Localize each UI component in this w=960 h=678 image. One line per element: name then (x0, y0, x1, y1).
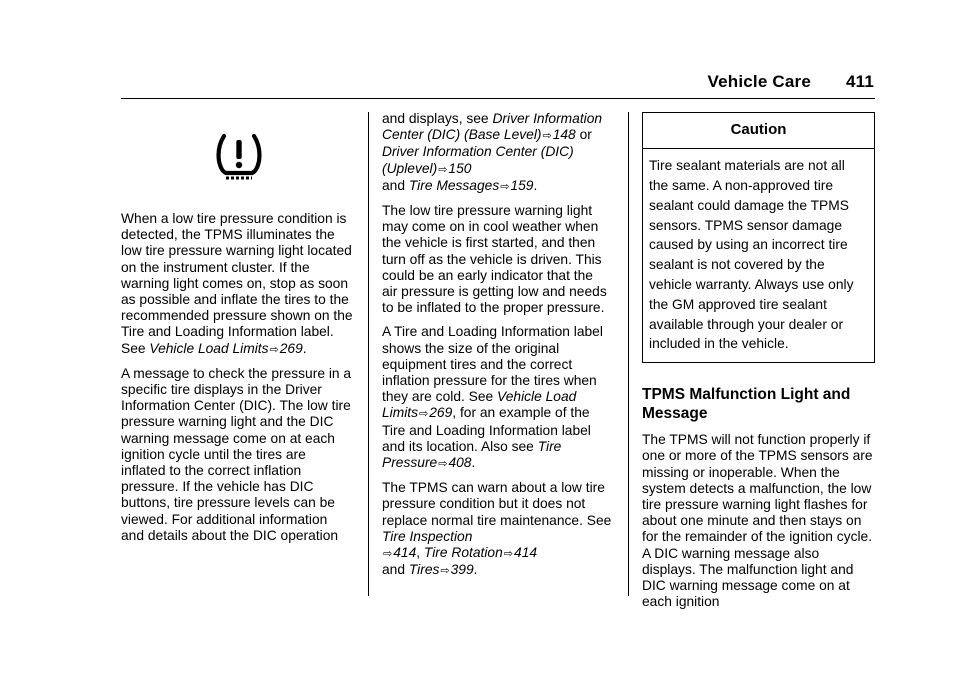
link-text: Tire Inspection (382, 528, 473, 544)
page-arrow-icon: ⇨ (500, 180, 510, 193)
page-ref: 269 (279, 340, 303, 356)
page-ref: 414 (393, 545, 417, 561)
section-title: Vehicle Care (707, 72, 812, 91)
text: . (473, 562, 478, 578)
page-arrow-icon: ⇨ (542, 130, 552, 143)
page-ref: 399 (450, 562, 474, 578)
text: and (382, 177, 409, 193)
page-arrow-icon: ⇨ (383, 548, 393, 561)
cross-reference-link[interactable] (382, 144, 574, 175)
text: , (416, 545, 424, 561)
caution-box (642, 112, 875, 363)
page-ref: 408 (448, 455, 472, 471)
paragraph (382, 480, 612, 579)
link-text: Tire Messages (408, 177, 500, 193)
text: or (575, 127, 592, 143)
text: . (533, 177, 538, 193)
caution-text: Tire sealant materials are not all the same. A non-approved tire sealant could damage the TPMS sensors. TPMS sensor damage caused by using an incorrect tire sealant is not covered by the vehicle warranty. Always use only the GM approved tire sealant available through your dealer or included in the vehicle. (649, 158, 854, 352)
link-text: Tire Rotation (423, 545, 503, 561)
page-ref: 414 (514, 545, 538, 561)
page-arrow-icon: ⇨ (503, 548, 514, 561)
page-number: 411 (845, 72, 874, 91)
page-ref: 159 (510, 177, 534, 193)
text: The TPMS can warn about a low tire pressure condition but it does not replace normal tire maintenance. See (382, 480, 612, 528)
page-arrow-icon: ⇨ (419, 408, 429, 421)
text: A Tire and Loading Information label shows the size of the original equipment tires and the correct inflation pressure for the tires when they are cold. See (382, 324, 603, 405)
page-ref: 269 (429, 405, 453, 421)
page-arrow-icon: ⇨ (269, 343, 279, 356)
cross-reference-link[interactable] (409, 562, 474, 577)
link-text: Driver Information Center (DIC) (Uplevel) (382, 144, 574, 176)
page-header (708, 72, 875, 92)
paragraph: A message to check the pressure in a specific tire displays in the Driver Information Center (DIC). The low tire pressure warning light and the DIC warning message come on at each ignition cycle until the tires are inflated to the correct inflation pressure. If the vehicle has DIC buttons, tire pressure levels can be viewed. For additional information and details about the DIC operation (121, 365, 352, 543)
tire-pressure-warning-icon (214, 131, 264, 181)
paragraph (382, 324, 612, 472)
page-arrow-icon: ⇨ (440, 565, 450, 578)
section-heading: TPMS Malfunction Light and Message (642, 386, 851, 423)
text: and displays, see (382, 111, 493, 126)
page-arrow-icon: ⇨ (438, 458, 448, 471)
paragraph (121, 211, 353, 358)
paragraph (382, 111, 612, 195)
text: . (471, 455, 476, 471)
text: When a low tire pressure condition is detected, the TPMS illuminates the low tire pressure warning light located on the instrument cluster. If the warning light comes on, stop as soon as possible and inflate the tires to the recommended pressure shown on the Tire and Loading Information label. See (121, 211, 353, 356)
paragraph: The low tire pressure warning light may come on in cool weather when the vehicle is first started, and then turn off as the vehicle is driven. This could be an early indicator that the air pressure is getting low and needs to be inflated to the proper pressure. (382, 203, 607, 316)
header-rule (121, 98, 875, 99)
page-ref: 148 (552, 127, 576, 143)
column-3 (642, 112, 875, 618)
link-text: Vehicle Load Limits (382, 389, 577, 421)
link-text: Driver Information Center (DIC) (Base Level) (382, 111, 603, 143)
column-1 (121, 211, 353, 552)
text: . (302, 340, 307, 356)
cross-reference-link[interactable] (409, 178, 534, 193)
link-text: Tires (408, 562, 440, 578)
link-text: Vehicle Load Limits (149, 340, 269, 356)
column-divider-1 (368, 112, 369, 596)
text: , for an example of the Tire and Loading Information label and its location. Also see (382, 405, 591, 454)
column-2 (382, 111, 612, 587)
page-arrow-icon: ⇨ (438, 163, 448, 176)
page-ref: 150 (448, 160, 472, 176)
caution-title: Caution (643, 113, 874, 149)
link-text: Tire Pressure (382, 438, 562, 471)
text: and (382, 562, 409, 578)
column-divider-2 (628, 112, 629, 596)
paragraph: The TPMS will not function properly if one or more of the TPMS sensors are missing or inoperable. When the system detects a malfunction, the low tire pressure warning light flashes for about one minute and then stays on for the remainder of the ignition cycle. A DIC warning message also displays. The malfunction light and DIC warning message come on at each ignition (642, 432, 873, 610)
cross-reference-link[interactable] (424, 545, 537, 560)
cross-reference-link[interactable] (149, 341, 302, 356)
